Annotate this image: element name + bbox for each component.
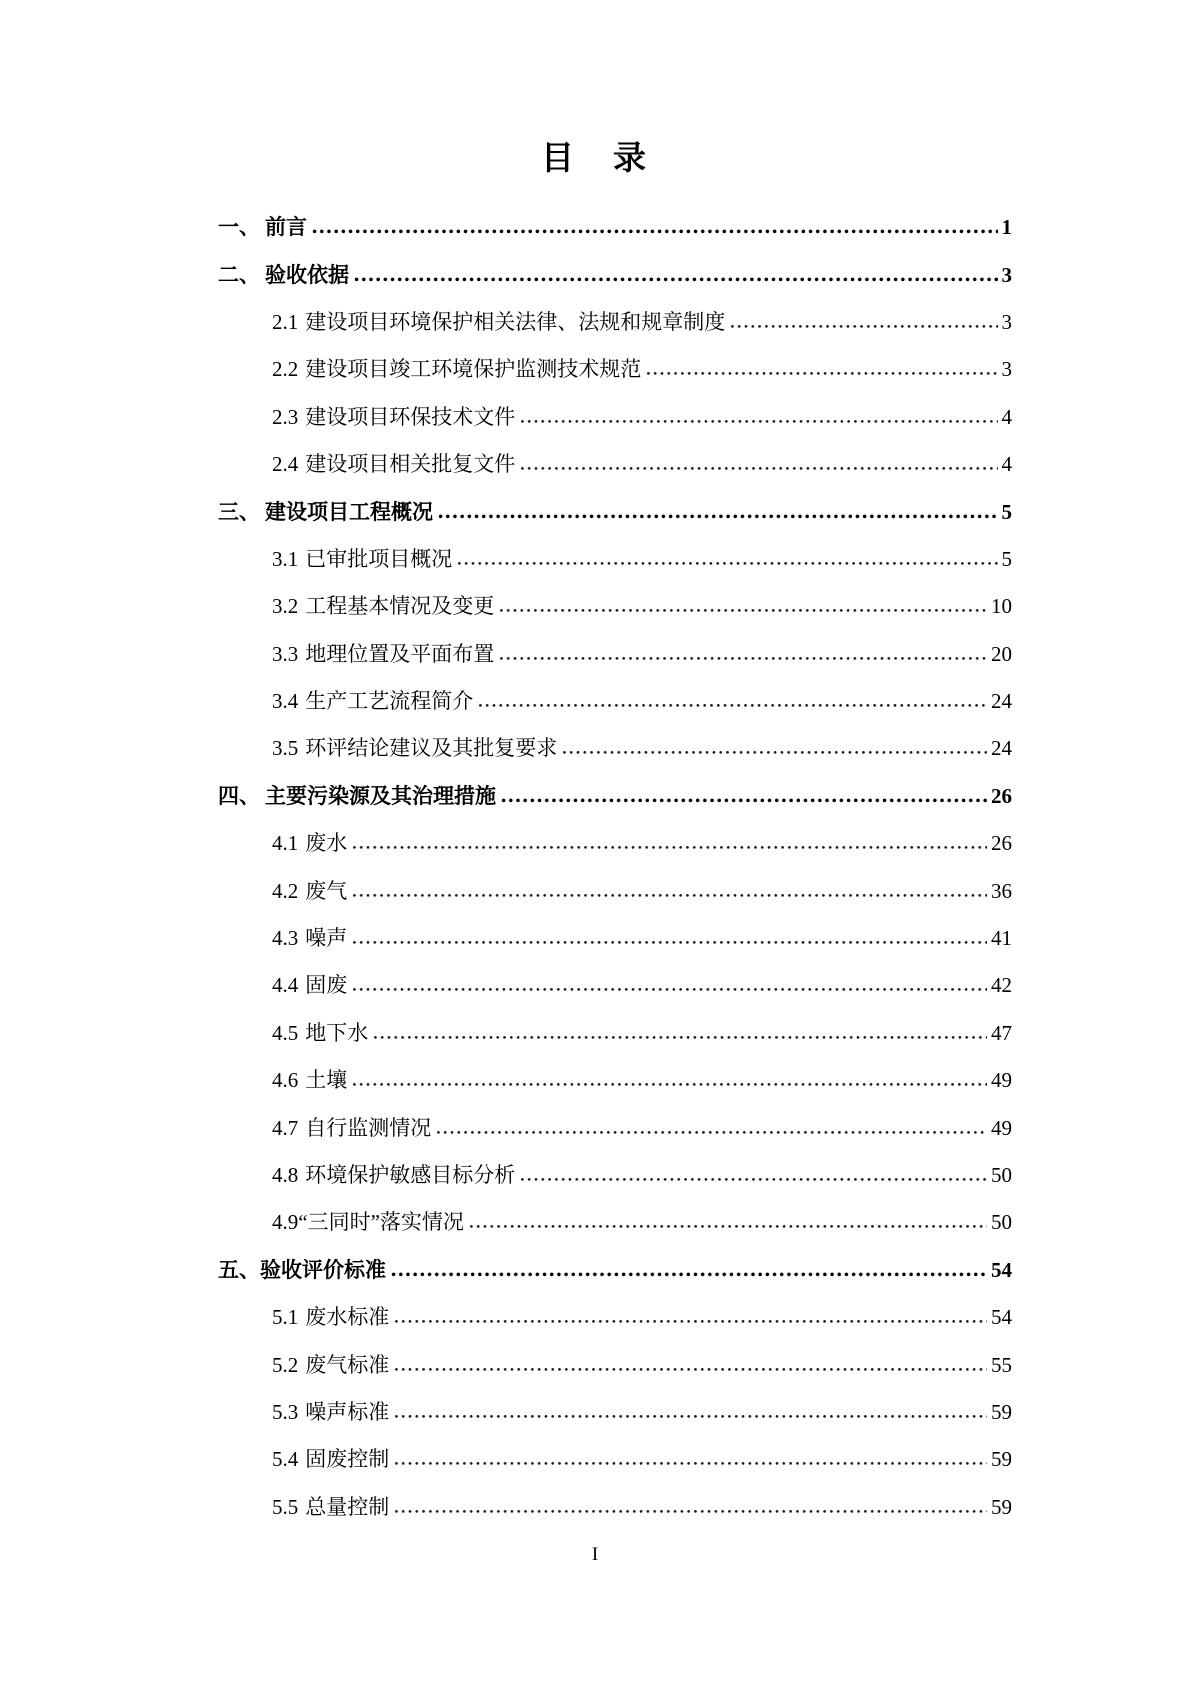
dot-leader (646, 371, 997, 376)
entry-number: 三、 (218, 499, 260, 524)
toc-entry[interactable] (218, 536, 1012, 583)
entry-page-number: 5 (1001, 546, 1012, 571)
toc-entry[interactable] (218, 962, 1012, 1009)
entry-page-number: 55 (991, 1352, 1012, 1377)
dot-leader (438, 514, 998, 519)
toc-entry[interactable] (218, 1199, 1012, 1246)
entry-page-number: 4 (1001, 452, 1012, 477)
toc-entry[interactable] (218, 631, 1012, 678)
entry-number: 四、 (218, 783, 260, 808)
entry-title: 环境保护敏感目标分析 (305, 1163, 516, 1187)
entry-page-number: 54 (991, 1257, 1012, 1282)
toc-entry[interactable] (218, 489, 1012, 536)
toc-entry[interactable] (218, 299, 1012, 346)
entry-title: 固废控制 (305, 1447, 390, 1472)
dot-leader (352, 1082, 987, 1087)
entry-page-number: 3 (1001, 262, 1012, 287)
entry-number: 4.7 (272, 1115, 299, 1140)
entry-number: 二、 (218, 262, 260, 287)
entry-page-number: 10 (991, 594, 1012, 619)
entry-page-number: 1 (1001, 215, 1012, 240)
entry-page-number: 24 (991, 689, 1012, 714)
dot-leader (730, 324, 997, 329)
toc-entry[interactable] (218, 678, 1012, 725)
entry-number: 5.3 (272, 1399, 299, 1424)
dot-leader (312, 229, 998, 234)
dot-leader (352, 987, 987, 992)
dot-leader (436, 1130, 987, 1135)
entry-page-number: 49 (991, 1115, 1012, 1140)
entry-title: 固废 (305, 973, 348, 998)
entry-page-number: 3 (1001, 357, 1012, 382)
entry-title: 建设项目竣工环境保护监测技术规范 (305, 357, 642, 382)
toc-entry[interactable] (218, 441, 1012, 488)
footer-page-number: I (591, 1544, 599, 1565)
dot-leader (501, 798, 987, 803)
entry-title: 废水 (305, 831, 348, 856)
dot-leader (373, 1035, 987, 1040)
dot-leader (394, 1414, 987, 1419)
entry-number: 3.2 (272, 594, 299, 619)
entry-title: 废气标准 (305, 1352, 390, 1377)
entry-title: 工程基本情况及变更 (305, 594, 495, 619)
toc-entry[interactable] (218, 346, 1012, 393)
entry-number: 3.4 (272, 689, 299, 714)
entry-title: 地理位置及平面布置 (305, 641, 495, 666)
entry-title: 验收依据 (265, 262, 349, 287)
entry-page-number: 20 (991, 641, 1012, 666)
toc-entry[interactable] (218, 820, 1012, 867)
entry-number: 2.4 (272, 452, 299, 477)
toc-list (218, 204, 1012, 1531)
toc-entry[interactable] (218, 773, 1012, 820)
entry-number: 5.4 (272, 1447, 299, 1472)
entry-page-number: 59 (991, 1447, 1012, 1472)
entry-number: 4.4 (272, 973, 299, 998)
entry-title: 噪声 (305, 926, 348, 951)
dot-leader (520, 466, 997, 471)
toc-entry[interactable] (218, 868, 1012, 915)
toc-entry[interactable] (218, 1152, 1012, 1199)
toc-entry[interactable] (218, 1105, 1012, 1152)
entry-number: 5.2 (272, 1352, 299, 1377)
entry-number: 3.1 (272, 546, 299, 571)
dot-leader (562, 750, 987, 755)
dot-leader (352, 940, 987, 945)
entry-title: 验收评价标准 (260, 1257, 386, 1282)
entry-number: 4.5 (272, 1020, 299, 1045)
entry-number: 5.1 (272, 1305, 299, 1330)
entry-title: 总量控制 (305, 1494, 390, 1519)
dot-leader (394, 1367, 987, 1372)
toc-entry[interactable] (218, 394, 1012, 441)
entry-title: 建设项目环境保护相关法律、法规和规章制度 (305, 309, 726, 334)
dot-leader (352, 893, 987, 898)
toc-entry[interactable] (218, 1484, 1012, 1531)
toc-entry[interactable] (218, 1294, 1012, 1341)
entry-page-number: 50 (991, 1210, 1012, 1235)
entry-title: 建设项目环保技术文件 (305, 404, 516, 429)
dot-leader (354, 277, 998, 282)
toc-entry[interactable] (218, 583, 1012, 630)
entry-number: 4.8 (272, 1163, 299, 1187)
entry-page-number: 47 (991, 1020, 1012, 1045)
entry-title: 建设项目相关批复文件 (305, 452, 516, 477)
toc-entry[interactable] (218, 725, 1012, 772)
dot-leader (499, 656, 987, 661)
entry-title: 已审批项目概况 (305, 546, 453, 571)
toc-entry[interactable] (218, 1436, 1012, 1483)
entry-page-number: 50 (991, 1163, 1012, 1187)
toc-entry[interactable] (218, 1342, 1012, 1389)
entry-number: 3.3 (272, 641, 299, 666)
entry-page-number: 26 (991, 783, 1012, 808)
entry-title: 土壤 (305, 1068, 348, 1093)
dot-leader (499, 608, 987, 613)
entry-title: 噪声标准 (305, 1399, 390, 1424)
entry-page-number: 24 (991, 736, 1012, 761)
entry-page-number: 54 (991, 1305, 1012, 1330)
dot-leader (394, 1461, 987, 1466)
entry-page-number: 59 (991, 1399, 1012, 1424)
toc-entry[interactable] (218, 1057, 1012, 1104)
entry-title: 前言 (265, 215, 307, 240)
entry-title: 废水标准 (305, 1305, 390, 1330)
toc-entry[interactable] (218, 252, 1012, 299)
toc-entry[interactable] (218, 1010, 1012, 1057)
entry-title: 环评结论建议及其批复要求 (305, 736, 558, 761)
entry-page-number: 49 (991, 1068, 1012, 1093)
entry-number: 5.5 (272, 1494, 299, 1519)
entry-page-number: 36 (991, 878, 1012, 903)
entry-number: 五、 (218, 1257, 260, 1282)
dot-leader (469, 1224, 987, 1229)
dot-leader (391, 1272, 987, 1277)
entry-page-number: 5 (1001, 499, 1012, 524)
dot-leader (520, 419, 997, 424)
entry-title: “三同时”落实情况 (298, 1210, 464, 1235)
entry-number: 2.3 (272, 404, 299, 429)
entry-title: 生产工艺流程简介 (305, 689, 474, 714)
toc-entry[interactable] (218, 915, 1012, 962)
dot-leader (457, 561, 997, 566)
dot-leader (394, 1319, 987, 1324)
entry-number: 4.9 (272, 1210, 299, 1235)
entry-number: 4.6 (272, 1068, 299, 1093)
entry-page-number: 59 (991, 1494, 1012, 1519)
page-title: 目 录 (541, 141, 649, 177)
entry-number: 3.5 (272, 736, 299, 761)
entry-number: 一、 (218, 215, 260, 240)
entry-title: 地下水 (305, 1020, 369, 1045)
toc-entry[interactable] (218, 204, 1012, 251)
entry-page-number: 42 (991, 973, 1012, 998)
entry-title: 建设项目工程概况 (265, 499, 433, 524)
entry-title: 主要污染源及其治理措施 (265, 783, 496, 808)
entry-title: 废气 (305, 878, 348, 903)
toc-entry[interactable] (218, 1247, 1012, 1294)
entry-page-number: 26 (991, 831, 1012, 856)
entry-number: 4.2 (272, 878, 299, 903)
dot-leader (352, 845, 987, 850)
toc-entry[interactable] (218, 1389, 1012, 1436)
entry-number: 2.2 (272, 357, 299, 382)
entry-page-number: 41 (991, 926, 1012, 951)
entry-number: 4.3 (272, 926, 299, 951)
entry-title: 自行监测情况 (305, 1115, 432, 1140)
dot-leader (520, 1177, 987, 1182)
entry-number: 2.1 (272, 309, 299, 334)
entry-number: 4.1 (272, 831, 299, 856)
dot-leader (394, 1509, 987, 1514)
entry-page-number: 3 (1001, 309, 1012, 334)
dot-leader (478, 703, 987, 708)
entry-page-number: 4 (1001, 404, 1012, 429)
